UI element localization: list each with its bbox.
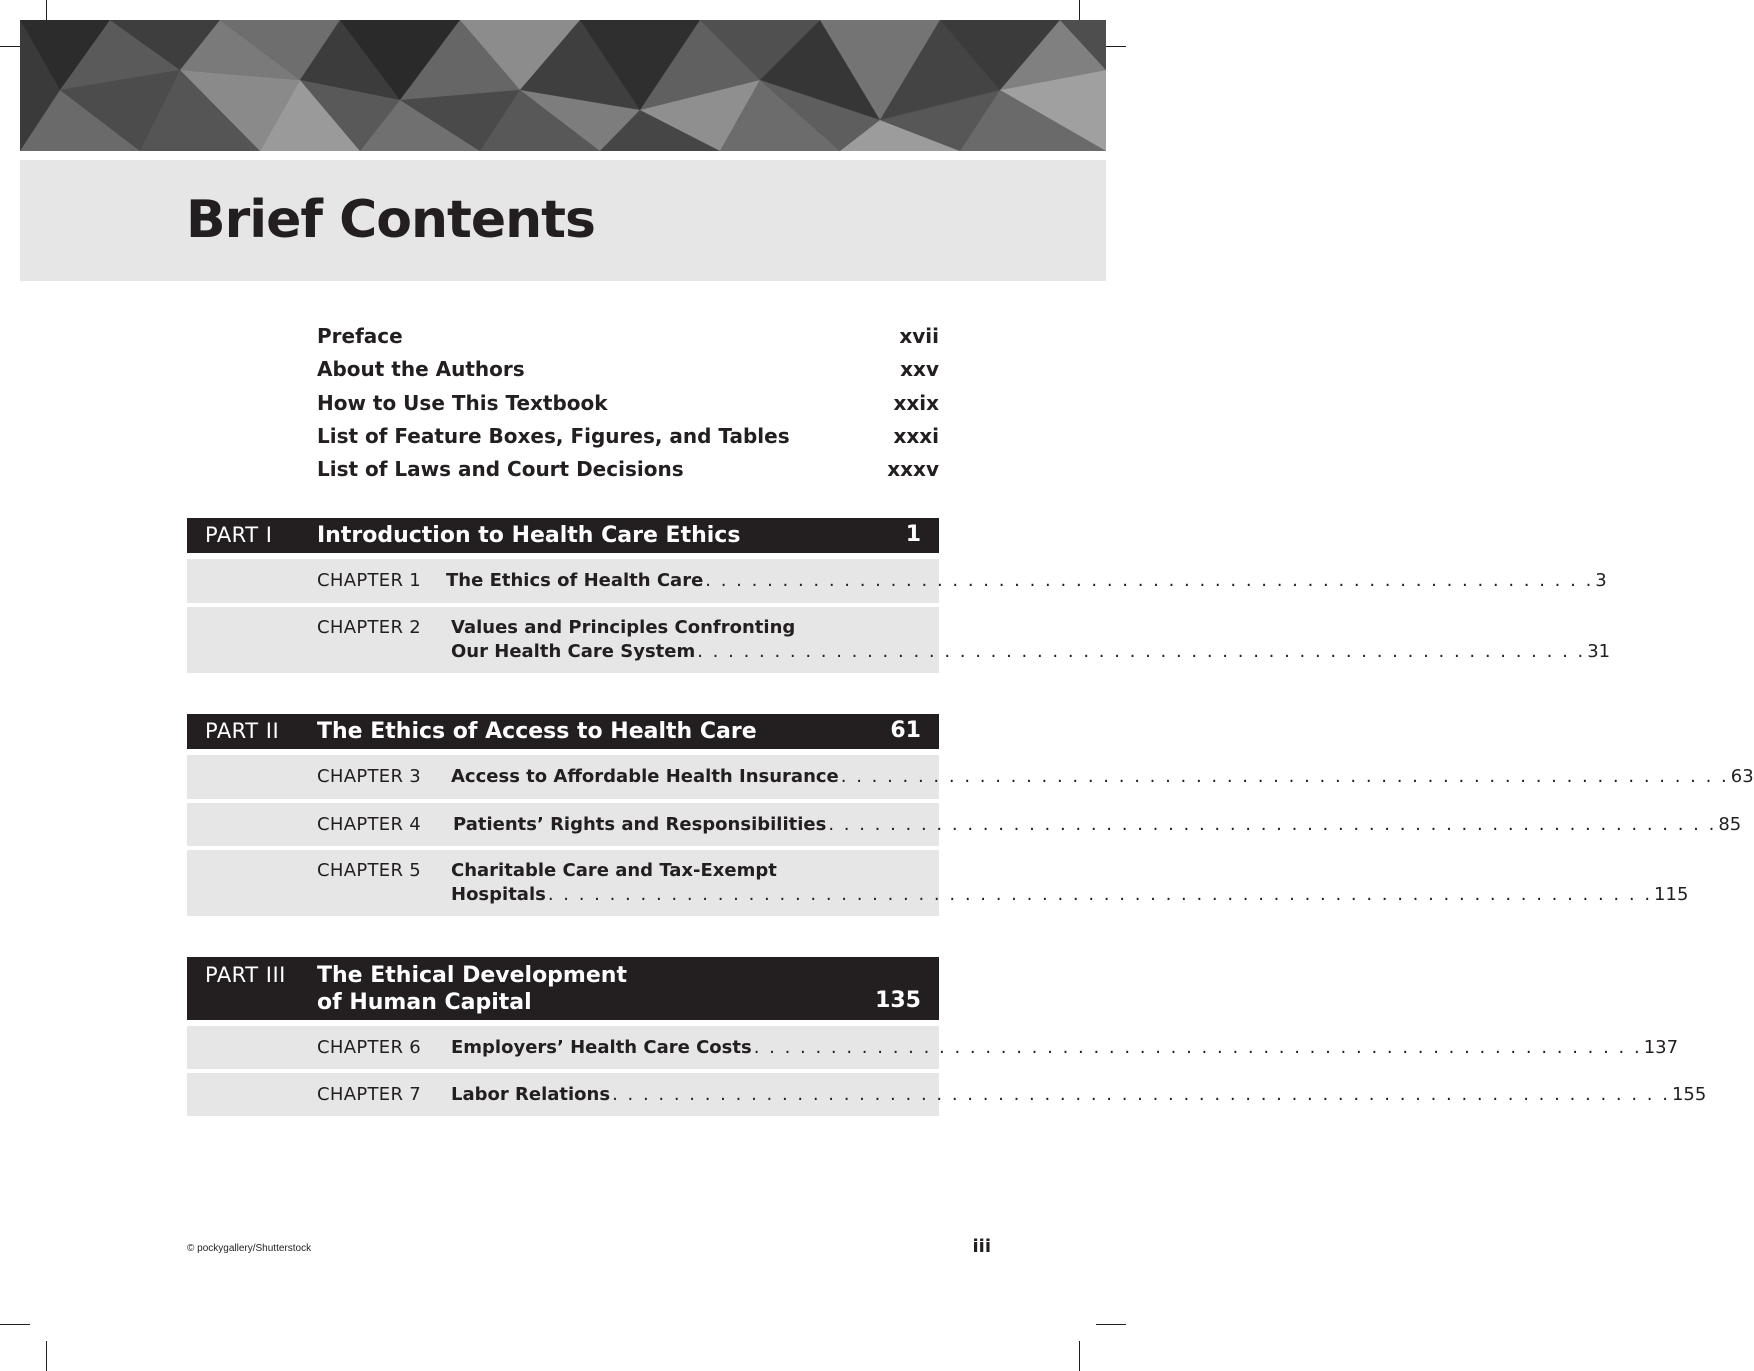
crop-mark bbox=[1079, 1341, 1080, 1371]
chapter-label: CHAPTER 1 bbox=[317, 570, 422, 591]
chapter-label: CHAPTER 3 bbox=[317, 766, 422, 787]
front-matter-list bbox=[317, 320, 939, 486]
front-matter-page: xxix bbox=[893, 390, 939, 415]
crop-mark bbox=[1096, 1324, 1126, 1325]
chapter-label: CHAPTER 6 bbox=[317, 1037, 422, 1058]
image-credit: © pockygallery/Shutterstock bbox=[187, 1243, 312, 1254]
chapter-page: 63 bbox=[1730, 766, 1754, 787]
front-matter-item[interactable] bbox=[317, 320, 939, 353]
chapter-label: CHAPTER 7 bbox=[317, 1084, 422, 1105]
chapter-row-7[interactable] bbox=[187, 1073, 1707, 1116]
part-title: Introduction to Health Care Ethics bbox=[317, 523, 741, 548]
chapter-label: CHAPTER 2 bbox=[317, 617, 422, 638]
chapter-row-3[interactable] bbox=[187, 755, 1754, 799]
front-matter-page: xxxv bbox=[887, 457, 939, 482]
front-matter-item[interactable] bbox=[317, 387, 939, 420]
chapter-line bbox=[451, 884, 1689, 905]
chapter-line bbox=[451, 766, 1754, 787]
title-band bbox=[20, 160, 1106, 281]
part-header-1[interactable] bbox=[187, 518, 939, 553]
page-number: iii bbox=[972, 1236, 991, 1257]
front-matter-page: xxxi bbox=[893, 423, 939, 448]
chapter-line bbox=[446, 570, 1607, 591]
leader-dots: . . . . . . . . . . . . . . . . . . . . . . . . . . . . . . . . . . . . . . . . . . . . . . . . . . . . . . . . . . bbox=[840, 766, 1729, 787]
part-label: PART I bbox=[205, 523, 273, 547]
chapter-line bbox=[453, 814, 1742, 835]
front-matter-page: xxv bbox=[900, 357, 939, 382]
chapter-row-2[interactable] bbox=[187, 607, 1611, 673]
chapter-title-cont: Our Health Care System bbox=[451, 641, 696, 662]
chapter-title: Access to Affordable Health Insurance bbox=[451, 766, 839, 787]
chapter-line bbox=[451, 641, 1611, 662]
front-matter-page: xvii bbox=[899, 324, 939, 348]
chapter-title: Labor Relations bbox=[451, 1084, 611, 1105]
front-matter-item[interactable] bbox=[317, 453, 939, 486]
chapter-title: Charitable Care and Tax-Exempt bbox=[451, 860, 777, 881]
leader-dots: . . . . . . . . . . . . . . . . . . . . . . . . . . . . . . . . . . . . . . . . . . . . . . . . . . . . . . . . . . . . . . . . . . . . . . . . bbox=[547, 884, 1653, 905]
chapter-title: Employers’ Health Care Costs bbox=[451, 1037, 752, 1058]
chapter-row-4[interactable] bbox=[187, 803, 1742, 846]
chapter-row-1[interactable] bbox=[187, 559, 1607, 603]
front-matter-title: Preface bbox=[317, 324, 403, 348]
chapter-page: 155 bbox=[1671, 1084, 1707, 1105]
chapter-line bbox=[451, 1084, 1707, 1105]
front-matter-title: List of Laws and Court Decisions bbox=[317, 457, 684, 482]
chapter-line bbox=[451, 1037, 1679, 1058]
part-label: PART III bbox=[205, 963, 286, 987]
front-matter-title: How to Use This Textbook bbox=[317, 390, 608, 415]
part-title: The Ethics of Access to Health Care bbox=[317, 719, 757, 744]
part-title: The Ethical Development bbox=[317, 963, 627, 988]
front-matter-item[interactable] bbox=[317, 420, 939, 453]
part-page: 1 bbox=[905, 522, 921, 547]
chapter-page: 31 bbox=[1587, 641, 1611, 662]
chapter-page: 137 bbox=[1643, 1037, 1679, 1058]
chapter-title-cont: Hospitals bbox=[451, 884, 546, 905]
leader-dots: . . . . . . . . . . . . . . . . . . . . . . . . . . . . . . . . . . . . . . . . . . . . . . . . . . . . . . . . . . bbox=[697, 641, 1586, 662]
chapter-title: The Ethics of Health Care bbox=[446, 570, 704, 591]
front-matter-item[interactable] bbox=[317, 353, 939, 386]
chapter-page: 115 bbox=[1654, 884, 1689, 905]
chapter-row-6[interactable] bbox=[187, 1026, 1679, 1069]
leader-dots: . . . . . . . . . . . . . . . . . . . . . . . . . . . . . . . . . . . . . . . . . . . . . . . . . . . . . . . . . . . . . . . . . . . . . bbox=[612, 1084, 1670, 1105]
part-label: PART II bbox=[205, 719, 280, 743]
part-page: 135 bbox=[875, 988, 921, 1013]
part-header-3[interactable] bbox=[187, 957, 939, 1020]
chapter-row-5[interactable] bbox=[187, 850, 1689, 916]
page-title: Brief Contents bbox=[186, 190, 595, 250]
header-banner-image bbox=[20, 20, 1106, 151]
leader-dots: . . . . . . . . . . . . . . . . . . . . . . . . . . . . . . . . . . . . . . . . . . . . . . . . . . . . . . . . . . bbox=[753, 1037, 1642, 1058]
chapter-page: 3 bbox=[1595, 570, 1607, 591]
leader-dots: . . . . . . . . . . . . . . . . . . . . . . . . . . . . . . . . . . . . . . . . . . . . . . . . . . . . . . . . . . bbox=[705, 570, 1594, 591]
front-matter-title: About the Authors bbox=[317, 357, 525, 382]
crop-mark bbox=[0, 1324, 30, 1325]
part-page: 61 bbox=[890, 718, 921, 743]
chapter-title: Values and Principles Confronting bbox=[451, 617, 796, 638]
crop-mark bbox=[46, 1341, 47, 1371]
part-header-2[interactable] bbox=[187, 714, 939, 749]
front-matter-title: List of Feature Boxes, Figures, and Tables bbox=[317, 423, 790, 448]
chapter-page: 85 bbox=[1718, 814, 1742, 835]
chapter-title: Patients’ Rights and Responsibilities bbox=[453, 814, 827, 835]
part-title-cont: of Human Capital bbox=[317, 990, 532, 1015]
chapter-label: CHAPTER 4 bbox=[317, 814, 422, 835]
chapter-label: CHAPTER 5 bbox=[317, 860, 422, 881]
leader-dots: . . . . . . . . . . . . . . . . . . . . . . . . . . . . . . . . . . . . . . . . . . . . . . . . . . . . . . . . . . bbox=[828, 814, 1717, 835]
